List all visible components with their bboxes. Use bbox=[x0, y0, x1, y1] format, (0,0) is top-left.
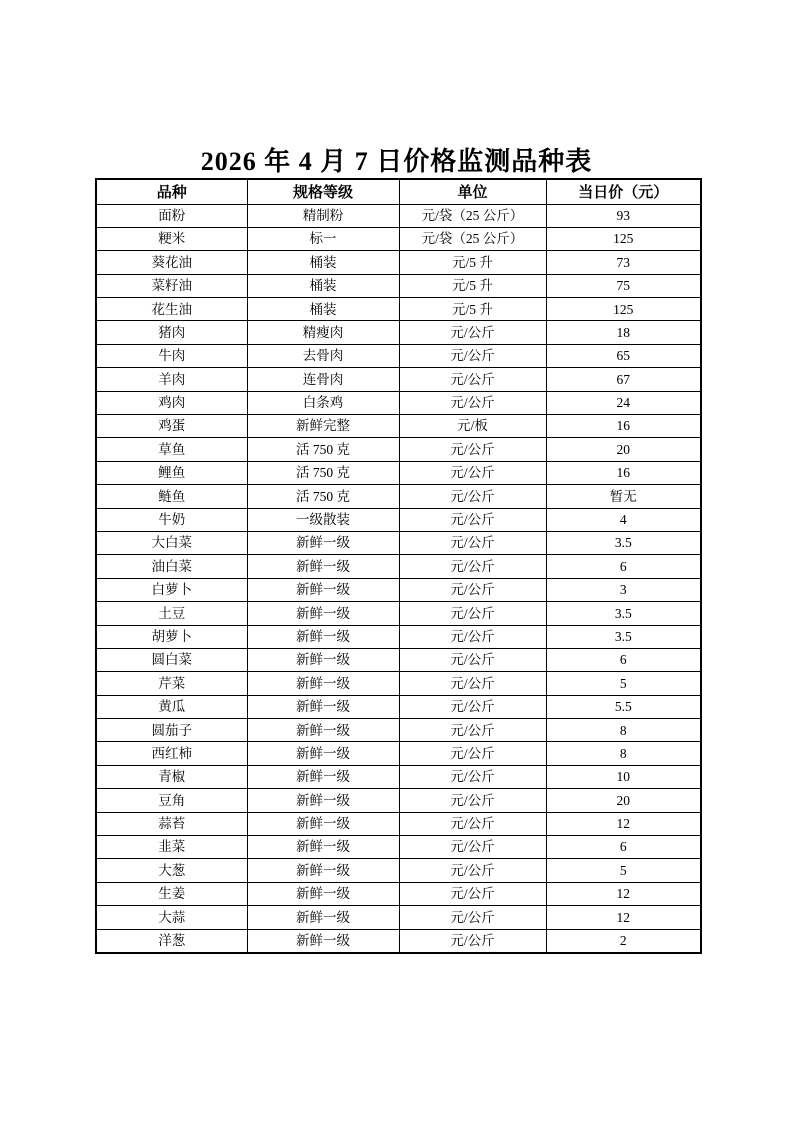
cell-spec: 新鲜一级 bbox=[247, 531, 399, 554]
table-row bbox=[96, 648, 701, 671]
table-row bbox=[96, 461, 701, 484]
cell-unit: 元/公斤 bbox=[399, 602, 546, 625]
table-row bbox=[96, 344, 701, 367]
cell-price: 12 bbox=[546, 906, 701, 929]
cell-variety: 白萝卜 bbox=[96, 578, 247, 601]
cell-spec: 桶装 bbox=[247, 251, 399, 274]
cell-variety: 葵花油 bbox=[96, 251, 247, 274]
table-row bbox=[96, 555, 701, 578]
cell-variety: 粳米 bbox=[96, 227, 247, 250]
table-row bbox=[96, 602, 701, 625]
cell-spec: 新鲜完整 bbox=[247, 415, 399, 438]
cell-unit: 元/公斤 bbox=[399, 438, 546, 461]
cell-variety: 蒜苔 bbox=[96, 812, 247, 835]
cell-unit: 元/公斤 bbox=[399, 321, 546, 344]
cell-spec: 桶装 bbox=[247, 274, 399, 297]
cell-price: 16 bbox=[546, 461, 701, 484]
cell-variety: 鸡肉 bbox=[96, 391, 247, 414]
table-row bbox=[96, 742, 701, 765]
table-row bbox=[96, 789, 701, 812]
table-row bbox=[96, 765, 701, 788]
cell-spec: 精制粉 bbox=[247, 204, 399, 227]
cell-variety: 鸡蛋 bbox=[96, 415, 247, 438]
cell-unit: 元/公斤 bbox=[399, 625, 546, 648]
cell-spec: 活 750 克 bbox=[247, 485, 399, 508]
cell-unit: 元/公斤 bbox=[399, 461, 546, 484]
cell-variety: 黄瓜 bbox=[96, 695, 247, 718]
cell-unit: 元/5 升 bbox=[399, 251, 546, 274]
cell-price: 24 bbox=[546, 391, 701, 414]
cell-unit: 元/袋（25 公斤） bbox=[399, 227, 546, 250]
cell-price: 18 bbox=[546, 321, 701, 344]
cell-price: 20 bbox=[546, 438, 701, 461]
table-row bbox=[96, 531, 701, 554]
cell-variety: 羊肉 bbox=[96, 368, 247, 391]
col-header-price: 当日价（元） bbox=[546, 179, 701, 204]
cell-variety: 大蒜 bbox=[96, 906, 247, 929]
table-row bbox=[96, 882, 701, 905]
cell-price: 5.5 bbox=[546, 695, 701, 718]
col-header-variety: 品种 bbox=[96, 179, 247, 204]
cell-variety: 菜籽油 bbox=[96, 274, 247, 297]
cell-spec: 一级散装 bbox=[247, 508, 399, 531]
cell-price: 12 bbox=[546, 812, 701, 835]
cell-spec: 连骨肉 bbox=[247, 368, 399, 391]
cell-spec: 桶装 bbox=[247, 298, 399, 321]
cell-unit: 元/公斤 bbox=[399, 742, 546, 765]
cell-variety: 生姜 bbox=[96, 882, 247, 905]
cell-unit: 元/公斤 bbox=[399, 391, 546, 414]
cell-price: 6 bbox=[546, 555, 701, 578]
cell-spec: 新鲜一级 bbox=[247, 672, 399, 695]
table-row bbox=[96, 929, 701, 952]
cell-variety: 圆白菜 bbox=[96, 648, 247, 671]
cell-variety: 豆角 bbox=[96, 789, 247, 812]
cell-variety: 面粉 bbox=[96, 204, 247, 227]
cell-unit: 元/公斤 bbox=[399, 906, 546, 929]
cell-price: 5 bbox=[546, 672, 701, 695]
cell-unit: 元/5 升 bbox=[399, 298, 546, 321]
price-monitoring-table bbox=[95, 178, 702, 954]
cell-price: 8 bbox=[546, 742, 701, 765]
cell-unit: 元/公斤 bbox=[399, 344, 546, 367]
cell-price: 73 bbox=[546, 251, 701, 274]
cell-variety: 韭菜 bbox=[96, 836, 247, 859]
cell-unit: 元/公斤 bbox=[399, 368, 546, 391]
cell-price: 75 bbox=[546, 274, 701, 297]
cell-unit: 元/公斤 bbox=[399, 695, 546, 718]
cell-spec: 精瘦肉 bbox=[247, 321, 399, 344]
table-row bbox=[96, 204, 701, 227]
cell-price: 65 bbox=[546, 344, 701, 367]
cell-spec: 新鲜一级 bbox=[247, 602, 399, 625]
cell-unit: 元/公斤 bbox=[399, 672, 546, 695]
cell-unit: 元/公斤 bbox=[399, 555, 546, 578]
cell-variety: 胡萝卜 bbox=[96, 625, 247, 648]
cell-unit: 元/公斤 bbox=[399, 531, 546, 554]
cell-unit: 元/公斤 bbox=[399, 882, 546, 905]
table-row bbox=[96, 695, 701, 718]
cell-spec: 新鲜一级 bbox=[247, 555, 399, 578]
table-row bbox=[96, 251, 701, 274]
cell-variety: 牛奶 bbox=[96, 508, 247, 531]
cell-spec: 新鲜一级 bbox=[247, 695, 399, 718]
table-row bbox=[96, 415, 701, 438]
cell-price: 20 bbox=[546, 789, 701, 812]
cell-spec: 新鲜一级 bbox=[247, 625, 399, 648]
cell-price: 4 bbox=[546, 508, 701, 531]
cell-price: 10 bbox=[546, 765, 701, 788]
col-header-spec: 规格等级 bbox=[247, 179, 399, 204]
cell-variety: 青椒 bbox=[96, 765, 247, 788]
cell-variety: 芹菜 bbox=[96, 672, 247, 695]
cell-variety: 鲢鱼 bbox=[96, 485, 247, 508]
cell-variety: 油白菜 bbox=[96, 555, 247, 578]
cell-spec: 新鲜一级 bbox=[247, 906, 399, 929]
cell-unit: 元/公斤 bbox=[399, 578, 546, 601]
cell-spec: 新鲜一级 bbox=[247, 929, 399, 952]
cell-price: 3 bbox=[546, 578, 701, 601]
table-row bbox=[96, 719, 701, 742]
cell-spec: 新鲜一级 bbox=[247, 648, 399, 671]
cell-unit: 元/公斤 bbox=[399, 719, 546, 742]
table-row bbox=[96, 438, 701, 461]
table-body bbox=[96, 204, 701, 953]
cell-spec: 新鲜一级 bbox=[247, 836, 399, 859]
cell-spec: 新鲜一级 bbox=[247, 765, 399, 788]
cell-variety: 西红柿 bbox=[96, 742, 247, 765]
table-row bbox=[96, 812, 701, 835]
table-row bbox=[96, 508, 701, 531]
page-title: 2026 年 4 月 7 日价格监测品种表 bbox=[200, 147, 593, 176]
cell-spec: 活 750 克 bbox=[247, 438, 399, 461]
cell-price: 3.5 bbox=[546, 602, 701, 625]
cell-unit: 元/公斤 bbox=[399, 929, 546, 952]
cell-spec: 白条鸡 bbox=[247, 391, 399, 414]
table-row bbox=[96, 906, 701, 929]
cell-variety: 大白菜 bbox=[96, 531, 247, 554]
cell-price: 暂无 bbox=[546, 485, 701, 508]
cell-price: 8 bbox=[546, 719, 701, 742]
table-row bbox=[96, 859, 701, 882]
cell-price: 125 bbox=[546, 298, 701, 321]
cell-price: 3.5 bbox=[546, 531, 701, 554]
cell-spec: 新鲜一级 bbox=[247, 789, 399, 812]
cell-variety: 花生油 bbox=[96, 298, 247, 321]
cell-price: 67 bbox=[546, 368, 701, 391]
cell-price: 125 bbox=[546, 227, 701, 250]
cell-unit: 元/5 升 bbox=[399, 274, 546, 297]
cell-unit: 元/袋（25 公斤） bbox=[399, 204, 546, 227]
cell-spec: 新鲜一级 bbox=[247, 812, 399, 835]
cell-spec: 新鲜一级 bbox=[247, 859, 399, 882]
cell-spec: 新鲜一级 bbox=[247, 742, 399, 765]
cell-unit: 元/板 bbox=[399, 415, 546, 438]
cell-unit: 元/公斤 bbox=[399, 765, 546, 788]
cell-spec: 活 750 克 bbox=[247, 461, 399, 484]
cell-unit: 元/公斤 bbox=[399, 836, 546, 859]
cell-variety: 猪肉 bbox=[96, 321, 247, 344]
cell-price: 16 bbox=[546, 415, 701, 438]
cell-variety: 圆茄子 bbox=[96, 719, 247, 742]
table-row bbox=[96, 298, 701, 321]
cell-price: 3.5 bbox=[546, 625, 701, 648]
cell-spec: 去骨肉 bbox=[247, 344, 399, 367]
table-row bbox=[96, 625, 701, 648]
table-row bbox=[96, 391, 701, 414]
table-row bbox=[96, 578, 701, 601]
table-row bbox=[96, 836, 701, 859]
table-row bbox=[96, 321, 701, 344]
table-row bbox=[96, 368, 701, 391]
cell-spec: 新鲜一级 bbox=[247, 719, 399, 742]
table-row bbox=[96, 274, 701, 297]
cell-price: 2 bbox=[546, 929, 701, 952]
cell-unit: 元/公斤 bbox=[399, 508, 546, 531]
cell-unit: 元/公斤 bbox=[399, 812, 546, 835]
cell-price: 12 bbox=[546, 882, 701, 905]
table-header bbox=[96, 179, 701, 204]
cell-variety: 鲤鱼 bbox=[96, 461, 247, 484]
cell-unit: 元/公斤 bbox=[399, 648, 546, 671]
cell-price: 6 bbox=[546, 836, 701, 859]
cell-unit: 元/公斤 bbox=[399, 859, 546, 882]
cell-spec: 新鲜一级 bbox=[247, 882, 399, 905]
cell-price: 93 bbox=[546, 204, 701, 227]
cell-variety: 牛肉 bbox=[96, 344, 247, 367]
cell-variety: 土豆 bbox=[96, 602, 247, 625]
table-row bbox=[96, 672, 701, 695]
cell-variety: 草鱼 bbox=[96, 438, 247, 461]
cell-price: 6 bbox=[546, 648, 701, 671]
table-row bbox=[96, 485, 701, 508]
cell-variety: 洋葱 bbox=[96, 929, 247, 952]
col-header-unit: 单位 bbox=[399, 179, 546, 204]
cell-unit: 元/公斤 bbox=[399, 485, 546, 508]
header-row bbox=[96, 179, 701, 204]
table-row bbox=[96, 227, 701, 250]
cell-unit: 元/公斤 bbox=[399, 789, 546, 812]
cell-price: 5 bbox=[546, 859, 701, 882]
cell-spec: 新鲜一级 bbox=[247, 578, 399, 601]
cell-variety: 大葱 bbox=[96, 859, 247, 882]
cell-spec: 标一 bbox=[247, 227, 399, 250]
